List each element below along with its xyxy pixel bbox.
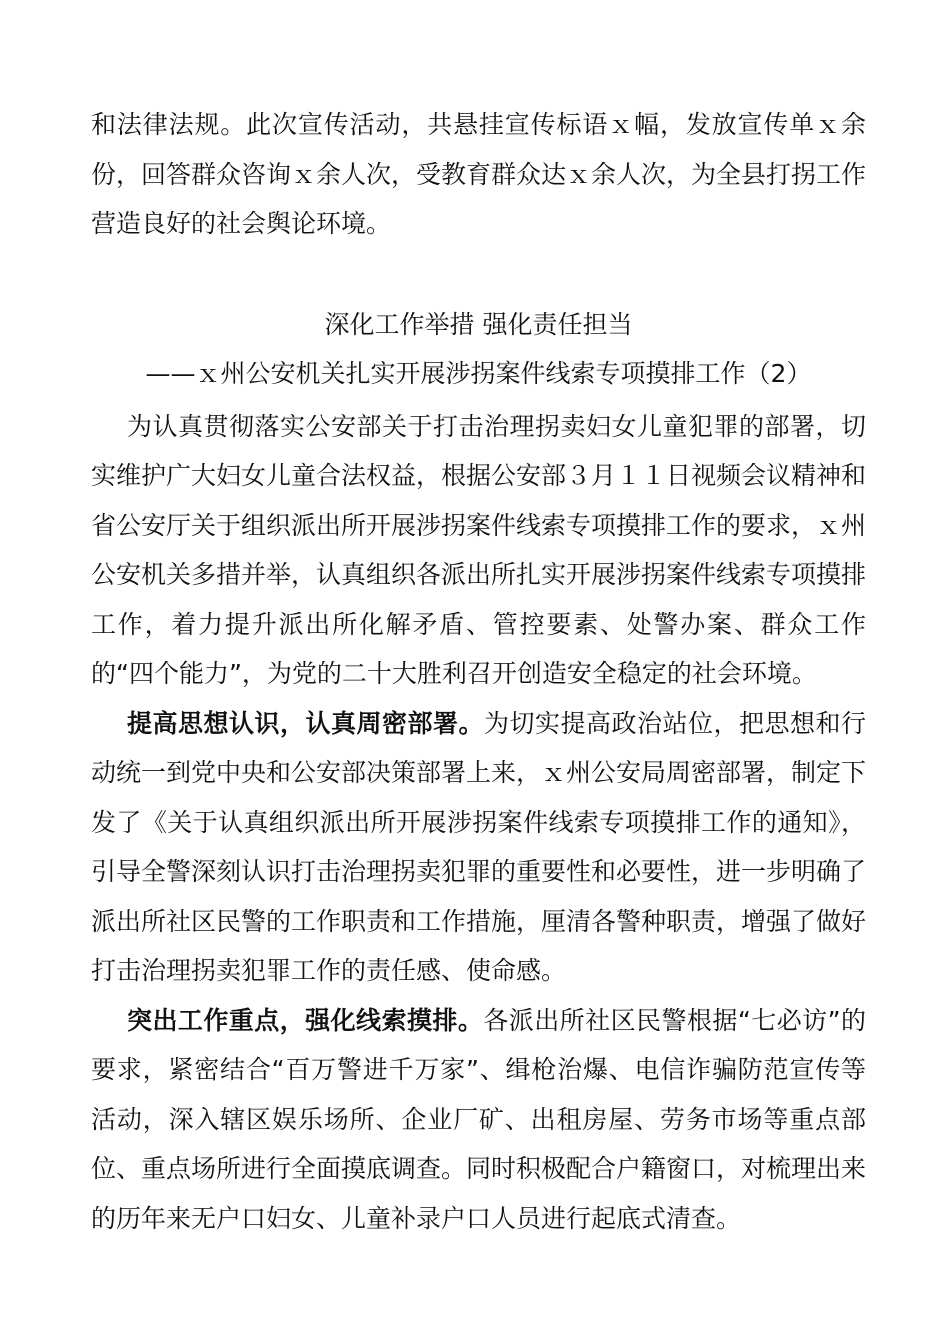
document-page: [91, 100, 866, 1243]
paragraph-1: 为认真贯彻落实公安部关于打击治理拐卖妇女儿童犯罪的部署，切实维护广大妇女儿童合法权益，根据公安部３月１１日视频会议精神和省公安厅关于组织派出所开展涉拐案件线索专项摸排工作的要求，ｘ州公安机关多措并举，认真组织各派出所扎实开展涉拐案件线索专项摸排工作，着力提升派出所化解矛盾、管控要素、处警办案、群众工作的“四个能力”，为党的二十大胜利召开创造安全稳定的社会环境。: [91, 411, 867, 688]
article-title: 深化工作举措 强化责任担当: [324, 309, 633, 339]
section-1-heading: 提高思想认识，认真周密部署。: [127, 708, 484, 738]
intro-paragraph: 和法律法规。此次宣传活动，共悬挂宣传标语ｘ幅，发放宣传单ｘ余份，回答群众咨询ｘ余人次，受教育群众达ｘ余人次，为全县打拐工作营造良好的社会舆论环境。: [91, 110, 867, 238]
section-2-paragraph: [91, 996, 866, 1244]
section-2-heading: 突出工作重点，强化线索摸排。: [127, 1005, 484, 1035]
spacer: [91, 249, 866, 300]
section-2-body: 各派出所社区民警根据“七必访”的要求，紧密结合“百万警进千万家”、缉枪治爆、电信诈骗防范宣传等活动，深入辖区娱乐场所、企业厂矿、出租房屋、劳务市场等重点部位、重点场所进行全面摸底调查。同时积极配合户籍窗口，对梳理出来的历年来无户口妇女、儿童补录户口人员进行起底式清查。: [91, 1005, 867, 1233]
article-subtitle: ——ｘ州公安机关扎实开展涉拐案件线索专项摸排工作（2）: [145, 359, 812, 388]
section-1-paragraph: [91, 699, 866, 996]
section-1-body: 为切实提高政治站位，把思想和行动统一到党中央和公安部决策部署上来，ｘ州公安局周密部署，制定下发了《关于认真组织派出所开展涉拐案件线索专项摸排工作的通知》，引导全警深刻认识打击治理拐卖犯罪的重要性和必要性，进一步明确了派出所社区民警的工作职责和工作措施，厘清各警种职责，增强了做好打击治理拐卖犯罪工作的责任感、使命感。: [91, 708, 867, 985]
